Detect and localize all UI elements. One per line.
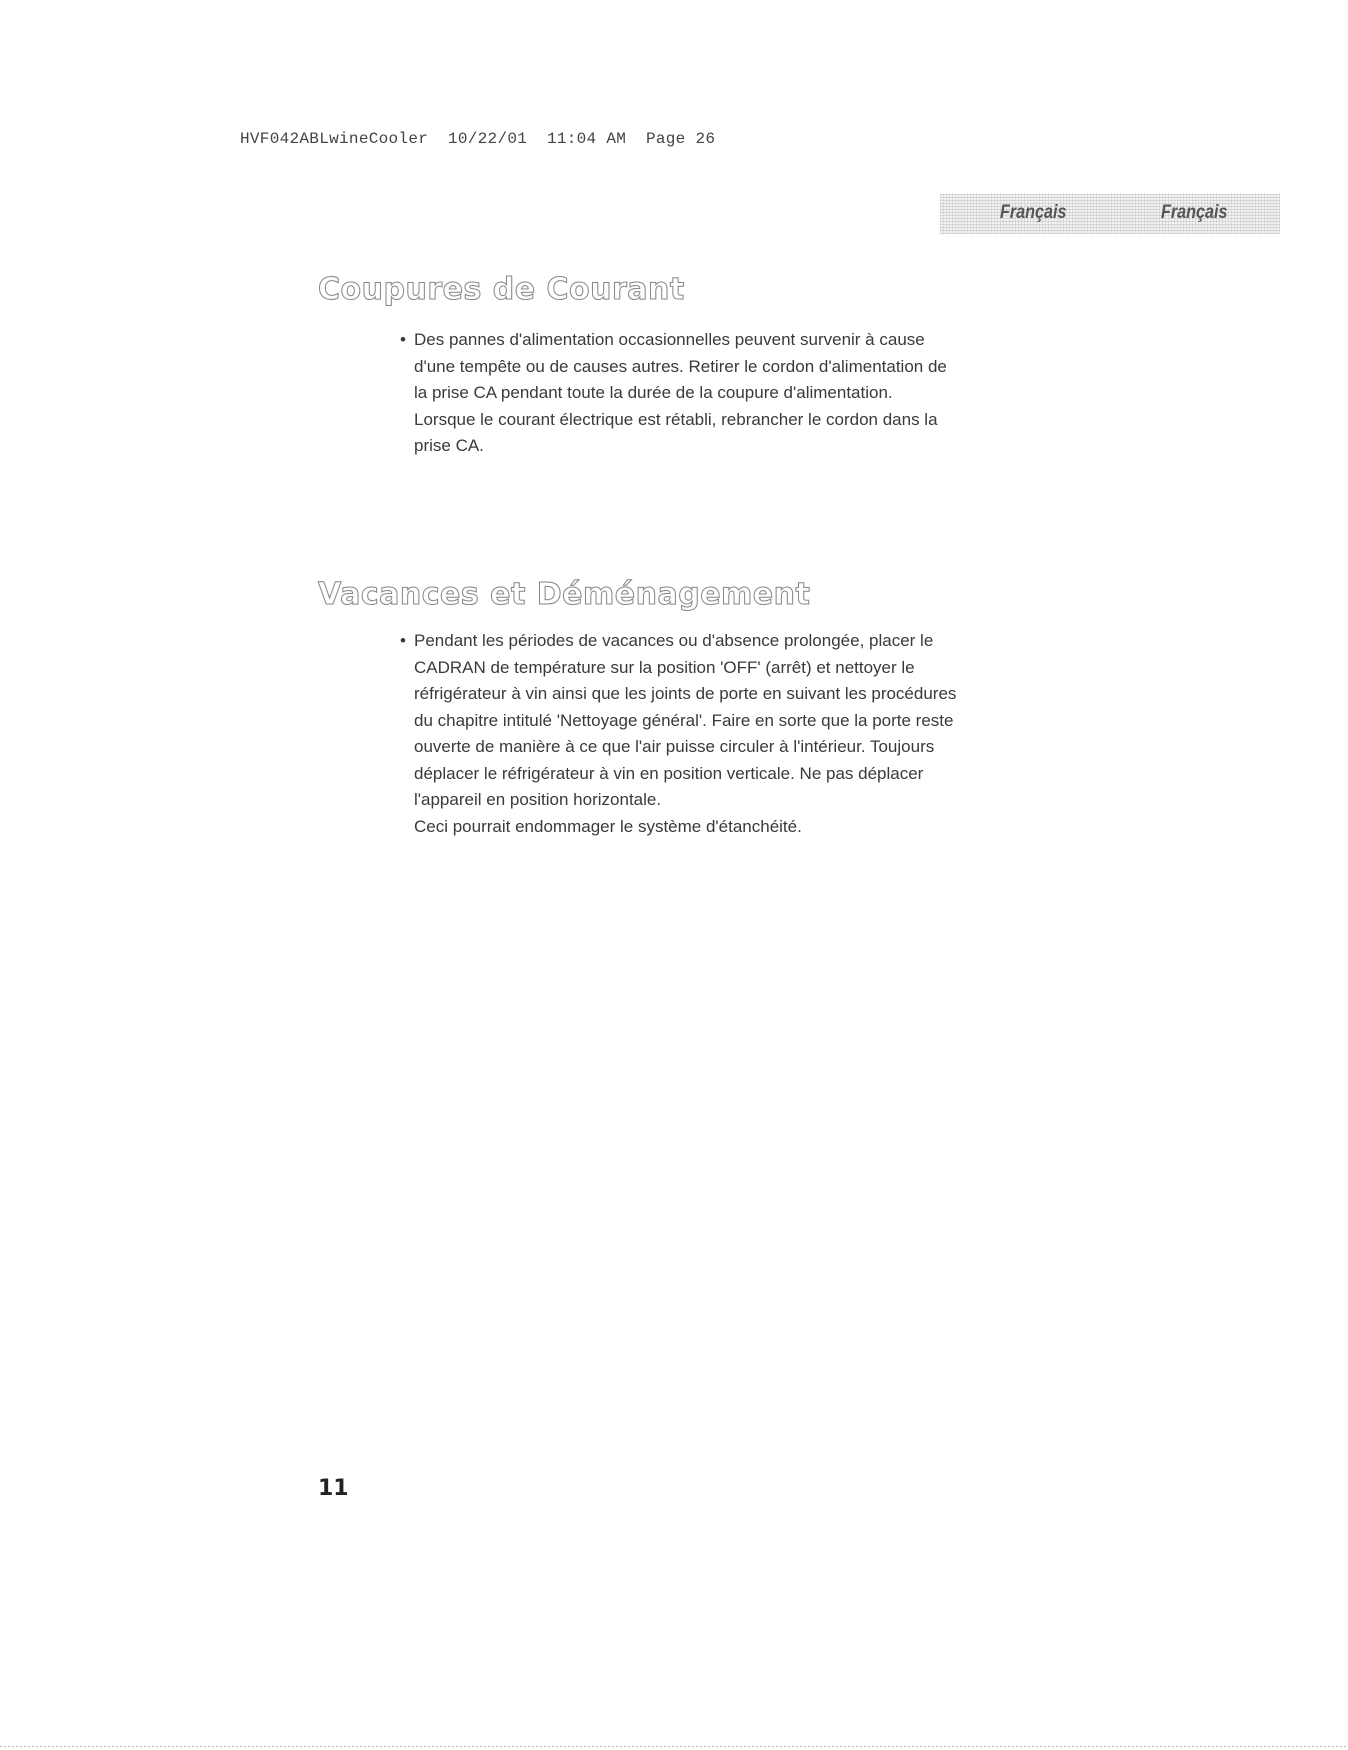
bullet-vacation-moving	[400, 628, 1064, 840]
bullet-line: Lorsque le courant électrique est rétabli, rebrancher le cordon dans la	[414, 409, 938, 429]
footer-rule	[0, 1746, 1348, 1747]
page-number: 11	[318, 1476, 349, 1501]
bullet-line: du chapitre intitulé 'Nettoyage général'. Faire en sorte que la porte reste	[414, 710, 954, 730]
bullet-line: d'une tempête ou de causes autres. Retirer le cordon d'alimentation de	[414, 356, 947, 376]
bullet-line: ouverte de manière à ce que l'air puisse circuler à l'intérieur. Toujours	[414, 737, 935, 756]
bullet-line: déplacer le réfrigérateur à vin en position verticale. Ne pas déplacer	[414, 763, 924, 783]
bullet-line: Ceci pourrait endommager le système d'étanchéité.	[414, 816, 802, 836]
bullet-line: prise CA.	[414, 436, 484, 455]
language-band	[940, 194, 1280, 234]
language-tab-left: Français	[1000, 202, 1067, 223]
bullet-line: la prise CA pendant toute la durée de la coupure d'alimentation.	[414, 383, 893, 402]
language-tab-right: Français	[1161, 202, 1228, 223]
bullet-icon: •	[400, 631, 406, 650]
bullet-line: réfrigérateur à vin ainsi que les joints de porte en suivant les procédures	[414, 684, 957, 703]
bullet-line: Des pannes d'alimentation occasionnelles peuvent survenir à cause	[414, 330, 925, 349]
bullet-line: l'appareil en position horizontale.	[414, 790, 662, 809]
bullet-line: Pendant les périodes de vacances ou d'absence prolongée, placer le	[414, 631, 934, 650]
bullet-icon: •	[400, 330, 406, 349]
section-title-vacation-moving: Vacances et Déménagement	[318, 577, 811, 612]
print-header-line: HVF042ABLwineCooler 10/22/01 11:04 AM Page 26	[240, 130, 716, 148]
bullet-line: CADRAN de température sur la position 'OFF' (arrêt) et nettoyer le	[414, 657, 915, 677]
section-title-power-outages: Coupures de Courant	[318, 272, 685, 307]
bullet-power-outages	[400, 327, 1054, 460]
